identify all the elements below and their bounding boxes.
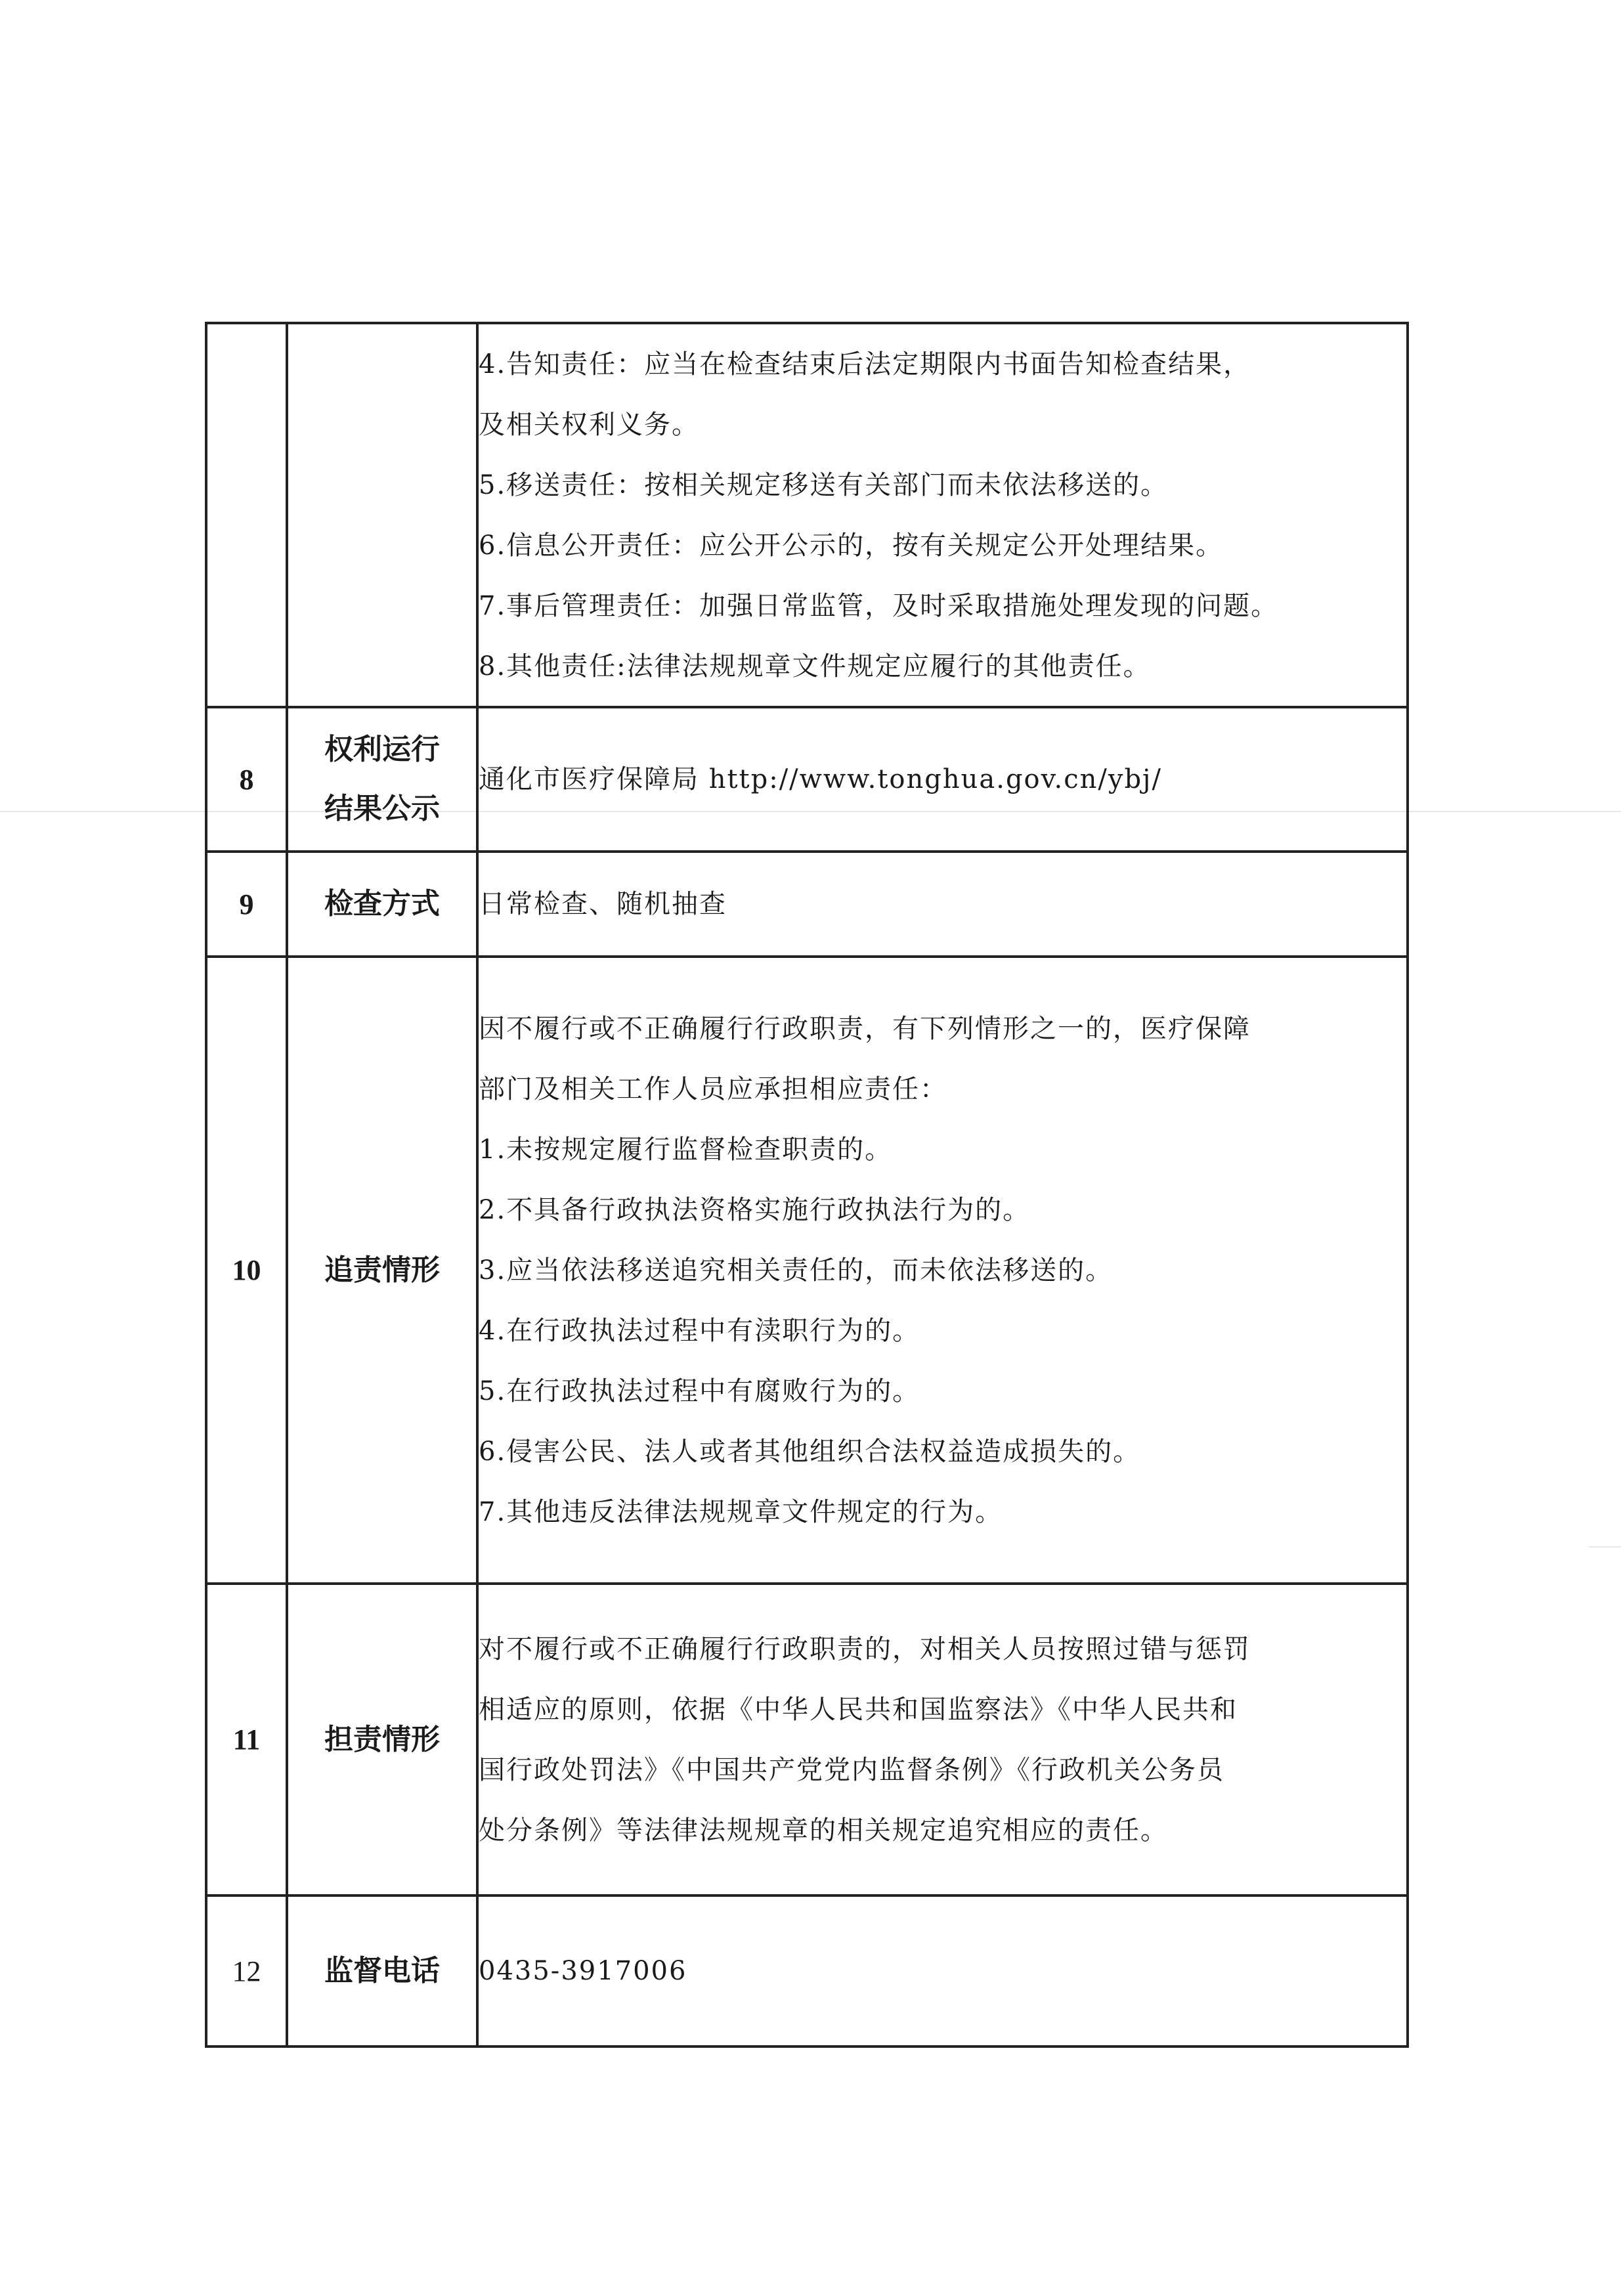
- table-row: [206, 323, 1408, 707]
- content-line: 0435-3917006: [479, 1956, 687, 1986]
- row-number: 9: [206, 852, 287, 957]
- content-line: 4.告知责任：应当在检查结束后法定期限内书面告知检查结果，: [479, 349, 1251, 379]
- content-line: 6.信息公开责任：应公开公示的，按有关规定公开处理结果。: [479, 530, 1224, 561]
- row-name-line: 担责情形: [324, 1722, 440, 1756]
- row-name: [287, 1895, 477, 2047]
- content-line: 国行政处罚法》《中国共产党党内监督条例》《行政机关公务员: [479, 1754, 1224, 1785]
- responsibility-table: [205, 322, 1409, 2048]
- content-line: 7.其他违反法律法规规章文件规定的行为。: [479, 1496, 1003, 1527]
- row-name: [287, 707, 477, 852]
- content-line: 相适应的原则，依据《中华人民共和国监察法》《中华人民共和: [479, 1694, 1238, 1725]
- row-number: [206, 323, 287, 707]
- row-name-line: 结果公示: [324, 792, 440, 825]
- content-line: 4.在行政执法过程中有渎职行为的。: [479, 1315, 920, 1346]
- content-line: 3.应当依法移送追究相关责任的，而未依法移送的。: [479, 1255, 1113, 1286]
- row-name: [287, 957, 477, 1584]
- table-row: [206, 852, 1408, 957]
- row-name-line: 监督电话: [324, 1954, 440, 1987]
- content-line: 7.事后管理责任：加强日常监管，及时采取措施处理发现的问题。: [479, 590, 1279, 621]
- table-row: [206, 1895, 1408, 2047]
- content-line: 对不履行或不正确履行行政职责的，对相关人员按照过错与惩罚: [479, 1634, 1251, 1664]
- content-line: 2.不具备行政执法资格实施行政执法行为的。: [479, 1194, 1031, 1225]
- row-number: 11: [206, 1584, 287, 1895]
- content-line: 通化市医疗保障局 http://www.tonghua.gov.cn/ybj/: [479, 764, 1162, 794]
- table-row: [206, 707, 1408, 852]
- row-content: [477, 707, 1408, 852]
- row-name-line: 检查方式: [324, 887, 440, 921]
- row-content: [477, 852, 1408, 957]
- content-line: 处分条例》等法律法规规章的相关规定追究相应的责任。: [479, 1815, 1168, 1846]
- row-name: [287, 852, 477, 957]
- scan-line: [1589, 1546, 1621, 1548]
- content-line: 5.移送责任：按相关规定移送有关部门而未依法移送的。: [479, 469, 1169, 500]
- row-name-line: 权利运行: [324, 733, 440, 766]
- row-content: [477, 323, 1408, 707]
- row-number: 8: [206, 707, 287, 852]
- content-line: 日常检查、随机抽查: [479, 889, 727, 919]
- table-row: [206, 1584, 1408, 1895]
- content-line: 6.侵害公民、法人或者其他组织合法权益造成损失的。: [479, 1436, 1141, 1467]
- row-content: [477, 1584, 1408, 1895]
- row-name: [287, 1584, 477, 1895]
- row-number: 12: [206, 1895, 287, 2047]
- row-content: [477, 957, 1408, 1584]
- row-name: [287, 323, 477, 707]
- content-line: 部门及相关工作人员应承担相应责任：: [479, 1073, 947, 1104]
- row-name-line: 追责情形: [324, 1253, 440, 1287]
- content-line: 因不履行或不正确履行行政职责，有下列情形之一的，医疗保障: [479, 1013, 1251, 1044]
- content-line: 8.其他责任:法律法规规章文件规定应履行的其他责任。: [479, 651, 1151, 682]
- row-number: 10: [206, 957, 287, 1584]
- content-line: 5.在行政执法过程中有腐败行为的。: [479, 1375, 920, 1406]
- content-line: 1.未按规定履行监督检查职责的。: [479, 1134, 893, 1165]
- row-content: [477, 1895, 1408, 2047]
- content-line: 及相关权利义务。: [479, 409, 699, 440]
- table-row: [206, 957, 1408, 1584]
